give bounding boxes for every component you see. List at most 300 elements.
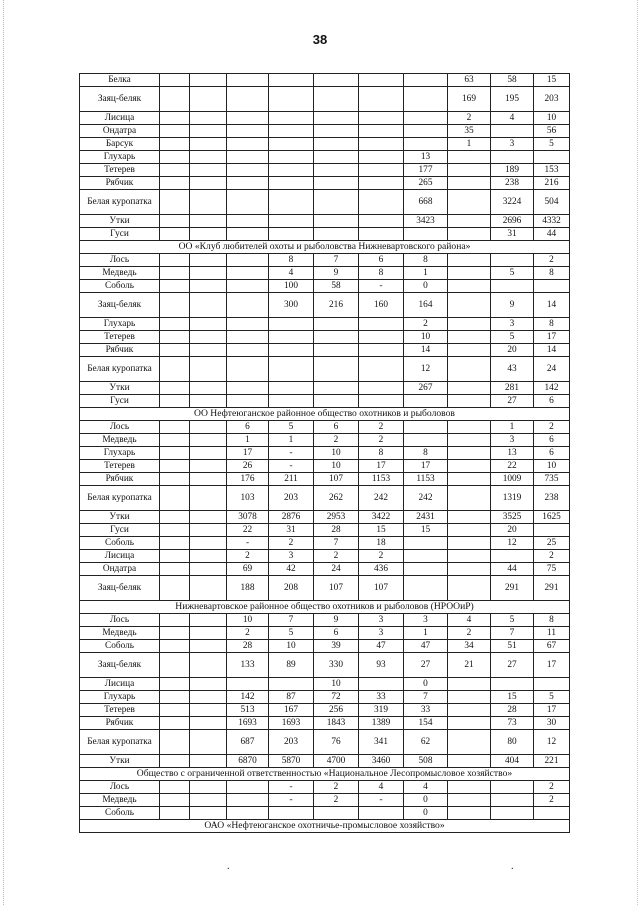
value-cell: 7 xyxy=(404,691,448,704)
hunting-resources-table xyxy=(79,73,570,833)
value-cell: 2 xyxy=(534,781,570,794)
value-cell xyxy=(404,228,448,241)
value-cell xyxy=(227,807,269,820)
species-name: Лисица xyxy=(80,678,160,691)
empty-cell xyxy=(160,74,190,87)
value-cell: 177 xyxy=(404,164,448,177)
table-row xyxy=(80,215,570,228)
table-row xyxy=(80,627,570,640)
value-cell: 6 xyxy=(227,421,269,434)
value-cell: 58 xyxy=(491,74,534,87)
empty-cell xyxy=(190,511,227,524)
empty-cell xyxy=(160,627,190,640)
species-name: Заяц-беляк xyxy=(80,576,160,601)
value-cell xyxy=(227,112,269,125)
value-cell xyxy=(448,537,491,550)
value-cell: 1389 xyxy=(359,717,404,730)
value-cell xyxy=(404,112,448,125)
value-cell: 6 xyxy=(359,254,404,267)
value-cell: 133 xyxy=(227,653,269,678)
species-name: Белая куропатка xyxy=(80,357,160,382)
value-cell xyxy=(227,177,269,190)
value-cell: 3525 xyxy=(491,511,534,524)
value-cell xyxy=(404,576,448,601)
species-name: Белая куропатка xyxy=(80,486,160,511)
value-cell xyxy=(314,807,359,820)
table-row xyxy=(80,382,570,395)
value-cell: 15 xyxy=(491,691,534,704)
species-name: Лось xyxy=(80,254,160,267)
value-cell xyxy=(404,421,448,434)
section-row xyxy=(80,820,570,833)
empty-cell xyxy=(160,614,190,627)
value-cell xyxy=(269,125,314,138)
species-name: Лось xyxy=(80,421,160,434)
value-cell: 17 xyxy=(534,704,570,717)
value-cell xyxy=(448,190,491,215)
empty-cell xyxy=(160,717,190,730)
value-cell: - xyxy=(227,537,269,550)
empty-cell xyxy=(190,576,227,601)
value-cell xyxy=(227,125,269,138)
value-cell xyxy=(448,421,491,434)
empty-cell xyxy=(190,717,227,730)
value-cell: 3 xyxy=(359,627,404,640)
value-cell xyxy=(269,87,314,112)
value-cell: 3 xyxy=(491,434,534,447)
value-cell xyxy=(448,215,491,228)
species-name: Утки xyxy=(80,215,160,228)
value-cell: 668 xyxy=(404,190,448,215)
table-row xyxy=(80,640,570,653)
value-cell: 56 xyxy=(534,125,570,138)
value-cell: 2 xyxy=(359,434,404,447)
value-cell: 2 xyxy=(314,434,359,447)
empty-cell xyxy=(160,164,190,177)
value-cell: 3 xyxy=(491,318,534,331)
value-cell: 2 xyxy=(448,112,491,125)
value-cell: 203 xyxy=(269,486,314,511)
empty-cell xyxy=(160,215,190,228)
species-name: Гуси xyxy=(80,228,160,241)
table-row xyxy=(80,228,570,241)
value-cell: - xyxy=(269,460,314,473)
value-cell: 404 xyxy=(491,755,534,768)
value-cell: 300 xyxy=(269,293,314,318)
value-cell xyxy=(448,781,491,794)
value-cell xyxy=(448,511,491,524)
empty-cell xyxy=(190,267,227,280)
value-cell: 1693 xyxy=(227,717,269,730)
value-cell: 43 xyxy=(491,357,534,382)
value-cell: 15 xyxy=(404,524,448,537)
value-cell xyxy=(227,228,269,241)
value-cell: 2 xyxy=(227,550,269,563)
value-cell xyxy=(534,524,570,537)
empty-cell xyxy=(160,87,190,112)
value-cell: 89 xyxy=(269,653,314,678)
empty-cell xyxy=(190,460,227,473)
value-cell: 2431 xyxy=(404,511,448,524)
value-cell xyxy=(314,215,359,228)
value-cell xyxy=(227,87,269,112)
value-cell: - xyxy=(269,794,314,807)
species-name: Глухарь xyxy=(80,318,160,331)
value-cell: 8 xyxy=(404,447,448,460)
value-cell: 0 xyxy=(404,678,448,691)
species-name: Заяц-беляк xyxy=(80,87,160,112)
value-cell xyxy=(269,190,314,215)
empty-cell xyxy=(160,730,190,755)
empty-cell xyxy=(190,473,227,486)
value-cell xyxy=(448,434,491,447)
footer-mark-left: . xyxy=(227,861,230,872)
species-name: Барсук xyxy=(80,138,160,151)
species-name: Утки xyxy=(80,382,160,395)
empty-cell xyxy=(160,550,190,563)
value-cell: 30 xyxy=(534,717,570,730)
value-cell xyxy=(314,344,359,357)
species-name: Тетерев xyxy=(80,704,160,717)
empty-cell xyxy=(190,344,227,357)
empty-cell xyxy=(190,794,227,807)
table-row xyxy=(80,112,570,125)
species-name: Белка xyxy=(80,74,160,87)
value-cell: 142 xyxy=(534,382,570,395)
value-cell xyxy=(448,151,491,164)
value-cell: 2 xyxy=(314,794,359,807)
value-cell xyxy=(269,807,314,820)
value-cell: 4 xyxy=(448,614,491,627)
value-cell xyxy=(404,87,448,112)
empty-cell xyxy=(190,138,227,151)
value-cell xyxy=(269,215,314,228)
empty-cell xyxy=(160,382,190,395)
value-cell: 1 xyxy=(269,434,314,447)
footer-mark-right: . xyxy=(511,861,514,872)
value-cell xyxy=(448,254,491,267)
value-cell: 107 xyxy=(314,576,359,601)
value-cell: 17 xyxy=(227,447,269,460)
value-cell: 169 xyxy=(448,87,491,112)
value-cell: 4 xyxy=(491,112,534,125)
species-name: Белая куропатка xyxy=(80,730,160,755)
value-cell xyxy=(314,190,359,215)
value-cell: 10 xyxy=(534,460,570,473)
species-name: Заяц-беляк xyxy=(80,653,160,678)
value-cell: 160 xyxy=(359,293,404,318)
table-row xyxy=(80,614,570,627)
value-cell: 15 xyxy=(534,74,570,87)
value-cell: 164 xyxy=(404,293,448,318)
scan-edge-left xyxy=(3,0,4,905)
value-cell: 4 xyxy=(404,781,448,794)
value-cell: 107 xyxy=(314,473,359,486)
value-cell xyxy=(227,74,269,87)
value-cell: 216 xyxy=(534,177,570,190)
value-cell: 6 xyxy=(534,447,570,460)
value-cell: - xyxy=(359,794,404,807)
value-cell xyxy=(227,318,269,331)
value-cell: 203 xyxy=(534,87,570,112)
table-row xyxy=(80,74,570,87)
value-cell xyxy=(404,537,448,550)
value-cell xyxy=(314,382,359,395)
empty-cell xyxy=(190,293,227,318)
value-cell: 15 xyxy=(359,524,404,537)
value-cell: 10 xyxy=(404,331,448,344)
value-cell xyxy=(448,717,491,730)
empty-cell xyxy=(160,228,190,241)
value-cell: 167 xyxy=(269,704,314,717)
empty-cell xyxy=(190,215,227,228)
table-row xyxy=(80,138,570,151)
empty-cell xyxy=(160,691,190,704)
value-cell: 5 xyxy=(534,691,570,704)
value-cell: 3 xyxy=(269,550,314,563)
value-cell xyxy=(359,138,404,151)
value-cell: 687 xyxy=(227,730,269,755)
value-cell xyxy=(404,125,448,138)
value-cell: 2 xyxy=(314,781,359,794)
table-row xyxy=(80,563,570,576)
species-name: Медведь xyxy=(80,267,160,280)
value-cell: 176 xyxy=(227,473,269,486)
empty-cell xyxy=(190,678,227,691)
table-row xyxy=(80,460,570,473)
value-cell: 17 xyxy=(534,331,570,344)
value-cell xyxy=(269,112,314,125)
value-cell xyxy=(491,794,534,807)
empty-cell xyxy=(190,537,227,550)
empty-cell xyxy=(160,678,190,691)
value-cell: 28 xyxy=(491,704,534,717)
value-cell xyxy=(227,781,269,794)
value-cell: 1625 xyxy=(534,511,570,524)
empty-cell xyxy=(190,125,227,138)
value-cell: 62 xyxy=(404,730,448,755)
value-cell: 4700 xyxy=(314,755,359,768)
value-cell: 17 xyxy=(534,653,570,678)
value-cell xyxy=(314,331,359,344)
value-cell: 203 xyxy=(269,730,314,755)
species-name: Заяц-беляк xyxy=(80,293,160,318)
value-cell: 8 xyxy=(534,318,570,331)
value-cell xyxy=(314,395,359,408)
species-name: Тетерев xyxy=(80,331,160,344)
value-cell: - xyxy=(269,447,314,460)
value-cell: 8 xyxy=(404,254,448,267)
value-cell: 44 xyxy=(491,563,534,576)
table-row xyxy=(80,486,570,511)
value-cell xyxy=(359,807,404,820)
empty-cell xyxy=(190,447,227,460)
value-cell: 9 xyxy=(314,614,359,627)
value-cell xyxy=(269,678,314,691)
section-row xyxy=(80,408,570,421)
value-cell: 2 xyxy=(534,421,570,434)
value-cell xyxy=(448,447,491,460)
value-cell: 75 xyxy=(534,563,570,576)
species-name: Рябчик xyxy=(80,177,160,190)
value-cell: 107 xyxy=(359,576,404,601)
species-name: Гуси xyxy=(80,524,160,537)
value-cell: 2 xyxy=(534,550,570,563)
table-row xyxy=(80,331,570,344)
table-body xyxy=(80,74,570,833)
species-name: Ондатра xyxy=(80,563,160,576)
value-cell: 2 xyxy=(404,318,448,331)
value-cell xyxy=(491,807,534,820)
section-row xyxy=(80,601,570,614)
value-cell: 27 xyxy=(404,653,448,678)
value-cell xyxy=(448,486,491,511)
value-cell: 5 xyxy=(269,421,314,434)
empty-cell xyxy=(190,563,227,576)
value-cell xyxy=(448,177,491,190)
value-cell: 10 xyxy=(314,447,359,460)
value-cell: 291 xyxy=(491,576,534,601)
empty-cell xyxy=(160,357,190,382)
value-cell: 11 xyxy=(534,627,570,640)
empty-cell xyxy=(160,781,190,794)
value-cell: 12 xyxy=(534,730,570,755)
value-cell: 14 xyxy=(534,344,570,357)
value-cell: 21 xyxy=(448,653,491,678)
value-cell: 7 xyxy=(314,537,359,550)
value-cell: 2696 xyxy=(491,215,534,228)
value-cell xyxy=(359,112,404,125)
value-cell xyxy=(448,576,491,601)
value-cell: 513 xyxy=(227,704,269,717)
value-cell xyxy=(448,807,491,820)
empty-cell xyxy=(160,267,190,280)
value-cell xyxy=(359,678,404,691)
value-cell xyxy=(448,331,491,344)
empty-cell xyxy=(160,280,190,293)
value-cell: 3460 xyxy=(359,755,404,768)
scan-edge-right xyxy=(637,0,638,905)
value-cell: 1693 xyxy=(269,717,314,730)
value-cell: 42 xyxy=(269,563,314,576)
value-cell: 2 xyxy=(227,627,269,640)
value-cell xyxy=(227,138,269,151)
empty-cell xyxy=(160,434,190,447)
value-cell: 26 xyxy=(227,460,269,473)
species-name: Тетерев xyxy=(80,164,160,177)
empty-cell xyxy=(160,254,190,267)
empty-cell xyxy=(160,344,190,357)
value-cell xyxy=(227,794,269,807)
value-cell xyxy=(269,228,314,241)
table-row xyxy=(80,293,570,318)
empty-cell xyxy=(190,704,227,717)
value-cell xyxy=(227,215,269,228)
value-cell: 87 xyxy=(269,691,314,704)
empty-cell xyxy=(190,755,227,768)
species-name: Соболь xyxy=(80,807,160,820)
empty-cell xyxy=(190,640,227,653)
empty-cell xyxy=(190,254,227,267)
value-cell xyxy=(448,293,491,318)
value-cell: 22 xyxy=(491,460,534,473)
value-cell xyxy=(359,215,404,228)
table-row xyxy=(80,781,570,794)
species-name: Рябчик xyxy=(80,717,160,730)
table-row xyxy=(80,704,570,717)
value-cell xyxy=(314,357,359,382)
value-cell xyxy=(359,87,404,112)
empty-cell xyxy=(190,280,227,293)
value-cell: 5 xyxy=(534,138,570,151)
table-row xyxy=(80,524,570,537)
value-cell: 28 xyxy=(227,640,269,653)
value-cell: 8 xyxy=(359,267,404,280)
section-title: ОО Нефтеюганское районное общество охотников и рыболовов xyxy=(80,408,570,421)
value-cell xyxy=(314,177,359,190)
value-cell: 27 xyxy=(491,653,534,678)
value-cell: 67 xyxy=(534,640,570,653)
value-cell: 22 xyxy=(227,524,269,537)
empty-cell xyxy=(190,614,227,627)
value-cell xyxy=(314,74,359,87)
empty-cell xyxy=(190,653,227,678)
value-cell: 1 xyxy=(227,434,269,447)
empty-cell xyxy=(190,781,227,794)
value-cell xyxy=(404,138,448,151)
value-cell: 33 xyxy=(359,691,404,704)
value-cell xyxy=(448,280,491,293)
value-cell: 5 xyxy=(491,331,534,344)
value-cell xyxy=(314,318,359,331)
value-cell: 9 xyxy=(491,293,534,318)
value-cell xyxy=(359,228,404,241)
table-row xyxy=(80,125,570,138)
species-name: Медведь xyxy=(80,434,160,447)
value-cell: 3224 xyxy=(491,190,534,215)
value-cell xyxy=(448,730,491,755)
empty-cell xyxy=(160,653,190,678)
value-cell: 18 xyxy=(359,537,404,550)
value-cell: 4 xyxy=(269,267,314,280)
value-cell xyxy=(269,331,314,344)
value-cell xyxy=(404,434,448,447)
value-cell: 2 xyxy=(314,550,359,563)
value-cell: 73 xyxy=(491,717,534,730)
value-cell: 10 xyxy=(269,640,314,653)
table-row xyxy=(80,576,570,601)
value-cell xyxy=(227,357,269,382)
species-name: Соболь xyxy=(80,280,160,293)
value-cell: 63 xyxy=(448,74,491,87)
value-cell xyxy=(227,267,269,280)
species-name: Тетерев xyxy=(80,460,160,473)
table-row xyxy=(80,730,570,755)
value-cell: 13 xyxy=(491,447,534,460)
empty-cell xyxy=(190,550,227,563)
value-cell xyxy=(314,112,359,125)
value-cell: 47 xyxy=(359,640,404,653)
value-cell xyxy=(314,87,359,112)
species-name: Медведь xyxy=(80,627,160,640)
species-name: Соболь xyxy=(80,537,160,550)
value-cell: 10 xyxy=(534,112,570,125)
value-cell: 7 xyxy=(269,614,314,627)
value-cell xyxy=(448,164,491,177)
value-cell: 4 xyxy=(359,781,404,794)
value-cell: 189 xyxy=(491,164,534,177)
value-cell: 0 xyxy=(404,280,448,293)
